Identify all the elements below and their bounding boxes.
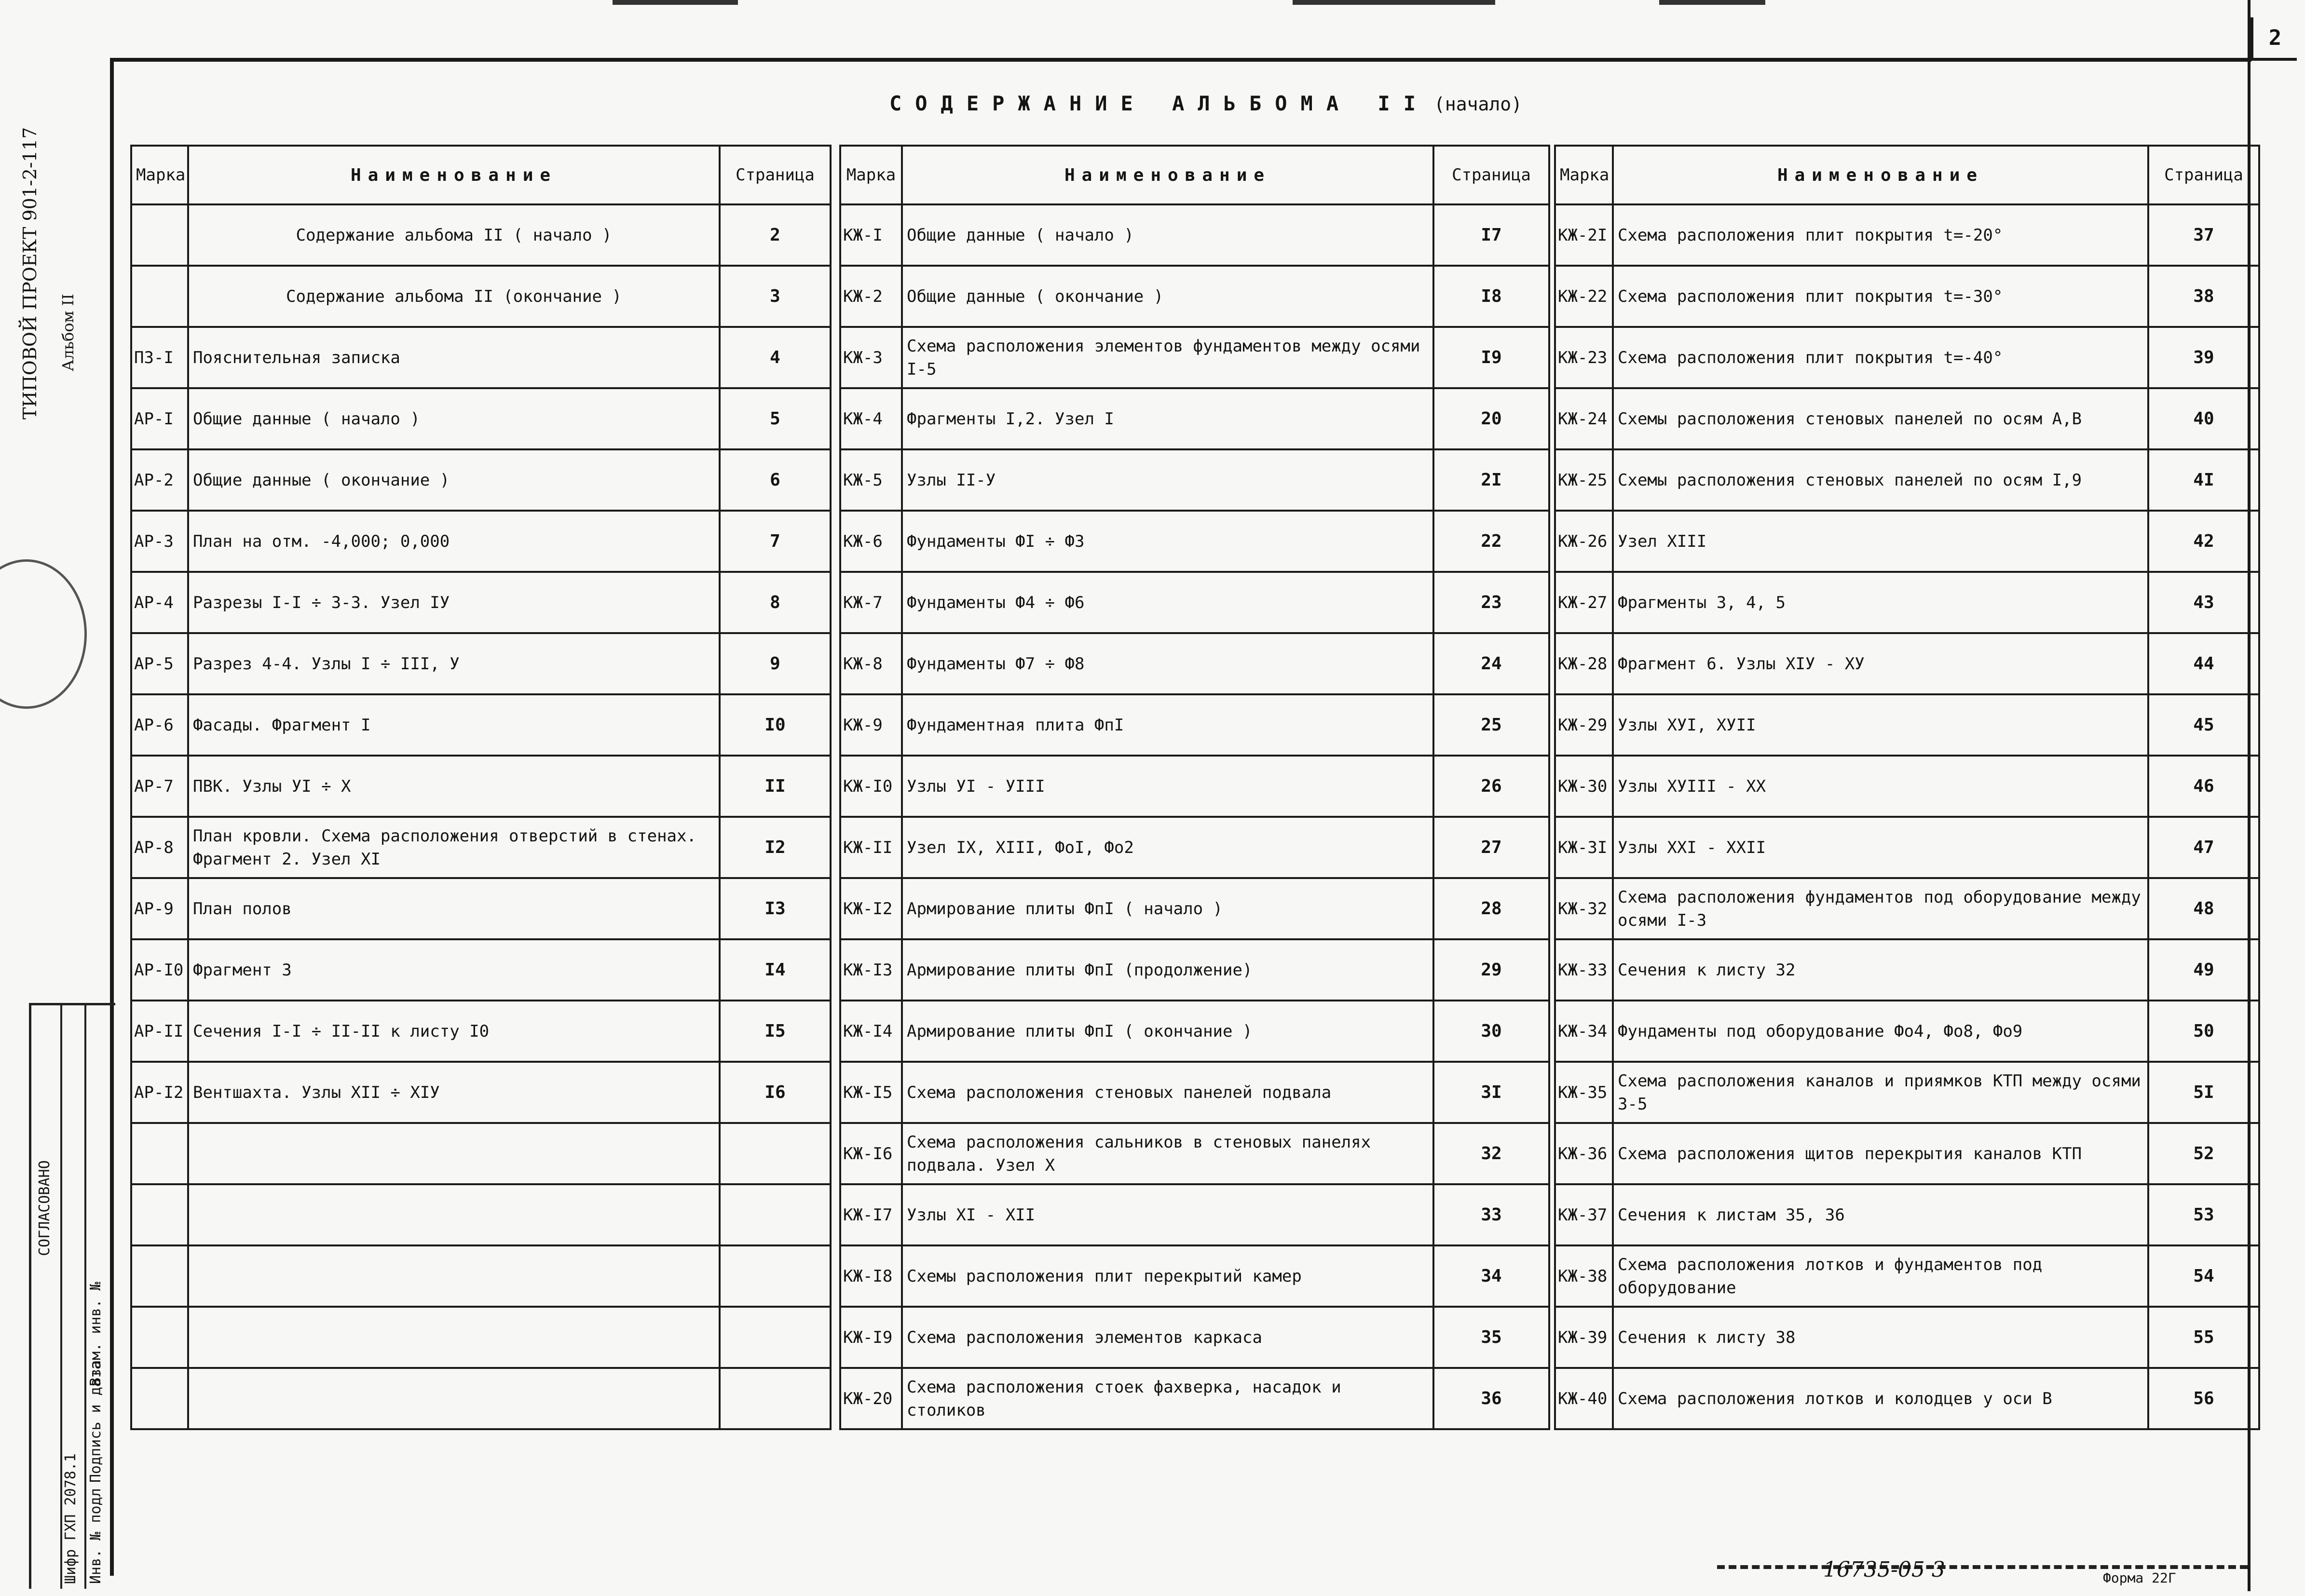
name-cell: Содержание альбома II ( начало ) xyxy=(188,204,720,266)
name-cell: ПВК. Узлы УI ÷ X xyxy=(188,756,720,817)
approval-column-line xyxy=(84,1005,86,1589)
page-cell: I6 xyxy=(720,1062,831,1123)
page-cell: 4I xyxy=(2148,449,2259,511)
table-row xyxy=(131,817,831,878)
page-cell: 8 xyxy=(720,572,831,633)
page-cell: 28 xyxy=(1433,878,1549,939)
mark-cell: КЖ-35 xyxy=(1555,1062,1613,1123)
mark-cell: КЖ-37 xyxy=(1555,1184,1613,1245)
page-cell: I9 xyxy=(1433,327,1549,388)
footer-number: 16735-05 3 xyxy=(1823,1557,1945,1582)
page-cell: 56 xyxy=(2148,1368,2259,1429)
page-cell: I4 xyxy=(720,939,831,1001)
table-row xyxy=(1555,1368,2259,1429)
title-main: СОДЕРЖАНИЕ АЛЬБОМА II xyxy=(889,92,1429,115)
table-row xyxy=(840,694,1549,756)
name-cell: Схема расположения плит покрытия t=-40° xyxy=(1613,327,2148,388)
page-cell: 3 xyxy=(720,266,831,327)
table-row xyxy=(131,1123,831,1184)
name-cell: Схема расположения стоек фахверка, насадок и столиков xyxy=(902,1368,1433,1429)
table-row xyxy=(1555,1001,2259,1062)
table-row xyxy=(1555,633,2259,694)
name-cell: Схема расположения элементов фундаментов между осями I-5 xyxy=(902,327,1433,388)
mark-cell xyxy=(131,1307,188,1368)
name-cell: Сечения к листам 35, 36 xyxy=(1613,1184,2148,1245)
mark-cell: КЖ-I7 xyxy=(840,1184,902,1245)
table-row xyxy=(840,1245,1549,1307)
page-cell: 44 xyxy=(2148,633,2259,694)
table-row xyxy=(131,878,831,939)
name-cell xyxy=(188,1368,720,1429)
name-cell: Узлы XУIII - XX xyxy=(1613,756,2148,817)
name-cell: Сечения к листу 32 xyxy=(1613,939,2148,1001)
page-cell: 25 xyxy=(1433,694,1549,756)
table-row xyxy=(1555,388,2259,449)
mark-cell xyxy=(131,204,188,266)
name-cell: Сечения I-I ÷ II-II к листу I0 xyxy=(188,1001,720,1062)
name-cell xyxy=(188,1123,720,1184)
table-row xyxy=(131,1001,831,1062)
table-row xyxy=(131,633,831,694)
name-cell: Фундаменты под оборудование Фо4, Фо8, Фо9 xyxy=(1613,1001,2148,1062)
mark-cell: АР-7 xyxy=(131,756,188,817)
name-cell: Пояснительная записка xyxy=(188,327,720,388)
mark-cell: КЖ-4 xyxy=(840,388,902,449)
mark-cell: АР-8 xyxy=(131,817,188,878)
table-row xyxy=(840,388,1549,449)
name-cell: Схемы расположения стеновых панелей по осям I,9 xyxy=(1613,449,2148,511)
mark-cell: КЖ-I3 xyxy=(840,939,902,1001)
mark-cell: АР-4 xyxy=(131,572,188,633)
table-row xyxy=(131,756,831,817)
table-row xyxy=(131,204,831,266)
mark-cell: АР-I0 xyxy=(131,939,188,1001)
page-cell: I0 xyxy=(720,694,831,756)
table-row xyxy=(1555,511,2259,572)
page-cell: 9 xyxy=(720,633,831,694)
name-cell: Фрагмент 3 xyxy=(188,939,720,1001)
mark-cell: АР-6 xyxy=(131,694,188,756)
table-row xyxy=(840,756,1549,817)
page-cell: 34 xyxy=(1433,1245,1549,1307)
mark-cell: КЖ-39 xyxy=(1555,1307,1613,1368)
table-row xyxy=(840,327,1549,388)
header-name: Наименование xyxy=(1613,146,2148,204)
page-cell: 20 xyxy=(1433,388,1549,449)
page-cell: 6 xyxy=(720,449,831,511)
table-row xyxy=(840,878,1549,939)
table-row xyxy=(840,817,1549,878)
table-row xyxy=(1555,1307,2259,1368)
table-row xyxy=(131,1062,831,1123)
agreed-label: СОГЛАСОВАНО xyxy=(36,1160,53,1256)
archive-code: Шифр ГХП 2078.1 xyxy=(62,1453,79,1584)
page-cell: 24 xyxy=(1433,633,1549,694)
table-row xyxy=(131,327,831,388)
page-cell: 38 xyxy=(2148,266,2259,327)
album-side-label: Альбом II xyxy=(59,294,77,371)
name-cell: Фрагменты I,2. Узел I xyxy=(902,388,1433,449)
mark-cell: КЖ-I0 xyxy=(840,756,902,817)
name-cell: Узлы УI - УIII xyxy=(902,756,1433,817)
top-edge-mark xyxy=(1293,0,1495,5)
page-cell: 4 xyxy=(720,327,831,388)
table-row xyxy=(1555,817,2259,878)
page-cell: 22 xyxy=(1433,511,1549,572)
mark-cell: КЖ-2I xyxy=(1555,204,1613,266)
mark-cell: АР-II xyxy=(131,1001,188,1062)
mark-cell: КЖ-6 xyxy=(840,511,902,572)
signature-label: Подпись и дата xyxy=(87,1361,104,1483)
name-cell: Сечения к листу 38 xyxy=(1613,1307,2148,1368)
mark-cell: КЖ-II xyxy=(840,817,902,878)
table-row xyxy=(131,266,831,327)
table-row xyxy=(840,1368,1549,1429)
table-row xyxy=(840,204,1549,266)
name-cell: Схемы расположения плит перекрытий камер xyxy=(902,1245,1433,1307)
table-row xyxy=(131,694,831,756)
table-row xyxy=(131,1245,831,1307)
table-row xyxy=(840,511,1549,572)
header-name: Наименование xyxy=(188,146,720,204)
sheet-number: 2 xyxy=(2250,17,2297,61)
page-cell: 5I xyxy=(2148,1062,2259,1123)
page-cell: 3I xyxy=(1433,1062,1549,1123)
table-row xyxy=(1555,1184,2259,1245)
page-cell: 52 xyxy=(2148,1123,2259,1184)
mark-cell: КЖ-24 xyxy=(1555,388,1613,449)
mark-cell: КЖ-I xyxy=(840,204,902,266)
name-cell: Схема расположения стеновых панелей подвала xyxy=(902,1062,1433,1123)
table-row xyxy=(1555,449,2259,511)
name-cell: Схема расположения каналов и приямков КТП между осями 3-5 xyxy=(1613,1062,2148,1123)
name-cell: Схема расположения плит покрытия t=-20° xyxy=(1613,204,2148,266)
mark-cell: КЖ-I9 xyxy=(840,1307,902,1368)
name-cell: Содержание альбома II (окончание ) xyxy=(188,266,720,327)
header-page: Страница xyxy=(1433,146,1549,204)
page-cell xyxy=(720,1184,831,1245)
name-cell: Схема расположения фундаментов под оборудование между осями I-3 xyxy=(1613,878,2148,939)
mark-cell: АР-9 xyxy=(131,878,188,939)
mark-cell: АР-3 xyxy=(131,511,188,572)
name-cell: Фрагмент 6. Узлы XIУ - XУ xyxy=(1613,633,2148,694)
name-cell: Разрез 4-4. Узлы I ÷ III, У xyxy=(188,633,720,694)
table-row xyxy=(840,1184,1549,1245)
page-cell: I5 xyxy=(720,1001,831,1062)
name-cell: План кровли. Схема расположения отверстий в стенах. Фрагмент 2. Узел XI xyxy=(188,817,720,878)
page-cell: 55 xyxy=(2148,1307,2259,1368)
name-cell: Общие данные ( окончание ) xyxy=(188,449,720,511)
table-row xyxy=(131,1307,831,1368)
table-row xyxy=(840,1062,1549,1123)
name-cell xyxy=(188,1245,720,1307)
name-cell: Фундаменты Ф7 ÷ Ф8 xyxy=(902,633,1433,694)
page-cell: 49 xyxy=(2148,939,2259,1001)
name-cell: Узел XIII xyxy=(1613,511,2148,572)
name-cell: Узлы II-У xyxy=(902,449,1433,511)
table-row xyxy=(840,1001,1549,1062)
header-mark: Марка xyxy=(840,146,902,204)
table-row xyxy=(131,449,831,511)
mark-cell: КЖ-22 xyxy=(1555,266,1613,327)
name-cell: Вентшахта. Узлы XII ÷ XIУ xyxy=(188,1062,720,1123)
page-cell: 43 xyxy=(2148,572,2259,633)
name-cell: Схема расположения лотков и колодцев у оси В xyxy=(1613,1368,2148,1429)
page-cell: I3 xyxy=(720,878,831,939)
name-cell: Общие данные ( начало ) xyxy=(188,388,720,449)
name-cell: План полов xyxy=(188,878,720,939)
name-cell: Схема расположения элементов каркаса xyxy=(902,1307,1433,1368)
page-cell: 36 xyxy=(1433,1368,1549,1429)
table-row xyxy=(131,939,831,1001)
table-row xyxy=(840,1307,1549,1368)
table-row xyxy=(1555,1245,2259,1307)
table-row xyxy=(1555,939,2259,1001)
mark-cell: КЖ-28 xyxy=(1555,633,1613,694)
name-cell: Схема расположения плит покрытия t=-30° xyxy=(1613,266,2148,327)
header-mark: Марка xyxy=(131,146,188,204)
mark-cell xyxy=(131,266,188,327)
mark-cell: КЖ-I6 xyxy=(840,1123,902,1184)
mark-cell: КЖ-26 xyxy=(1555,511,1613,572)
mark-cell: ПЗ-I xyxy=(131,327,188,388)
page-cell: 39 xyxy=(2148,327,2259,388)
project-side-title: ТИПОВОЙ ПРОЕКТ 901-2-117 xyxy=(19,127,41,419)
table-row xyxy=(1555,266,2259,327)
mark-cell: КЖ-I2 xyxy=(840,878,902,939)
page-cell: 5 xyxy=(720,388,831,449)
name-cell: Узлы XXI - XXII xyxy=(1613,817,2148,878)
mark-cell: КЖ-3I xyxy=(1555,817,1613,878)
page-cell: 48 xyxy=(2148,878,2259,939)
name-cell: Общие данные ( окончание ) xyxy=(902,266,1433,327)
name-cell: Схема расположения лотков и фундаментов под оборудование xyxy=(1613,1245,2148,1307)
table-row xyxy=(1555,1123,2259,1184)
name-cell: Узел IX, XIII, ФоI, Фо2 xyxy=(902,817,1433,878)
page-cell xyxy=(720,1245,831,1307)
page-cell: 53 xyxy=(2148,1184,2259,1245)
mark-cell: КЖ-34 xyxy=(1555,1001,1613,1062)
page-cell: 7 xyxy=(720,511,831,572)
mark-cell: АР-5 xyxy=(131,633,188,694)
mark-cell: КЖ-3 xyxy=(840,327,902,388)
page-cell: 27 xyxy=(1433,817,1549,878)
approval-block xyxy=(29,1003,115,1589)
approval-stamp xyxy=(0,559,87,709)
table-row xyxy=(131,511,831,572)
page-cell: 33 xyxy=(1433,1184,1549,1245)
title-suffix: (начало) xyxy=(1433,94,1523,115)
page-cell: I7 xyxy=(1433,204,1549,266)
table-row xyxy=(840,1123,1549,1184)
header-page: Страница xyxy=(2148,146,2259,204)
mark-cell xyxy=(131,1368,188,1429)
name-cell: Узлы XI - XII xyxy=(902,1184,1433,1245)
table-row xyxy=(1555,756,2259,817)
name-cell: Фундаменты ФI ÷ Ф3 xyxy=(902,511,1433,572)
page-cell: 32 xyxy=(1433,1123,1549,1184)
name-cell xyxy=(188,1184,720,1245)
page-cell: 47 xyxy=(2148,817,2259,878)
page-cell: 45 xyxy=(2148,694,2259,756)
table-row xyxy=(1555,1062,2259,1123)
page-cell: 46 xyxy=(2148,756,2259,817)
mark-cell: АР-2 xyxy=(131,449,188,511)
name-cell: Армирование плиты ФпI (продолжение) xyxy=(902,939,1433,1001)
mark-cell: КЖ-40 xyxy=(1555,1368,1613,1429)
mark-cell: КЖ-20 xyxy=(840,1368,902,1429)
mark-cell: КЖ-38 xyxy=(1555,1245,1613,1307)
mark-cell: КЖ-7 xyxy=(840,572,902,633)
mark-cell: КЖ-25 xyxy=(1555,449,1613,511)
page-cell: 40 xyxy=(2148,388,2259,449)
name-cell: Общие данные ( начало ) xyxy=(902,204,1433,266)
page-cell: I2 xyxy=(720,817,831,878)
table-row xyxy=(840,572,1549,633)
contents-table-2 xyxy=(839,145,1550,1430)
mark-cell: КЖ-I5 xyxy=(840,1062,902,1123)
table-row xyxy=(131,388,831,449)
table-row xyxy=(1555,694,2259,756)
page-cell: I8 xyxy=(1433,266,1549,327)
table-row xyxy=(1555,572,2259,633)
page-cell: 30 xyxy=(1433,1001,1549,1062)
name-cell: Фундаментная плита ФпI xyxy=(902,694,1433,756)
top-edge-mark xyxy=(1659,0,1765,5)
header-mark: Марка xyxy=(1555,146,1613,204)
table-row xyxy=(840,449,1549,511)
page-cell: 23 xyxy=(1433,572,1549,633)
table-row xyxy=(1555,327,2259,388)
table-row xyxy=(840,266,1549,327)
table-row xyxy=(1555,878,2259,939)
mark-cell: АР-I xyxy=(131,388,188,449)
table-row xyxy=(131,572,831,633)
page-cell: 50 xyxy=(2148,1001,2259,1062)
table-row xyxy=(840,939,1549,1001)
contents-table-3 xyxy=(1554,145,2260,1430)
page-cell: II xyxy=(720,756,831,817)
name-cell: Армирование плиты ФпI ( окончание ) xyxy=(902,1001,1433,1062)
mark-cell: КЖ-I8 xyxy=(840,1245,902,1307)
table-row xyxy=(1555,204,2259,266)
exchange-label: Взам. инв. № xyxy=(87,1282,104,1386)
form-label: Форма 22Г xyxy=(2103,1570,2176,1586)
page-cell: 42 xyxy=(2148,511,2259,572)
page-cell xyxy=(720,1123,831,1184)
mark-cell: КЖ-9 xyxy=(840,694,902,756)
name-cell: Армирование плиты ФпI ( начало ) xyxy=(902,878,1433,939)
name-cell: Разрезы I-I ÷ 3-3. Узел IУ xyxy=(188,572,720,633)
page-cell: 26 xyxy=(1433,756,1549,817)
table-row xyxy=(840,633,1549,694)
mark-cell: КЖ-33 xyxy=(1555,939,1613,1001)
mark-cell: КЖ-2 xyxy=(840,266,902,327)
page-cell: 35 xyxy=(1433,1307,1549,1368)
page-cell: 2 xyxy=(720,204,831,266)
mark-cell xyxy=(131,1245,188,1307)
mark-cell: КЖ-I4 xyxy=(840,1001,902,1062)
header-page: Страница xyxy=(720,146,831,204)
name-cell: Схема расположения сальников в стеновых панелях подвала. Узел X xyxy=(902,1123,1433,1184)
table-row xyxy=(131,1184,831,1245)
mark-cell: КЖ-29 xyxy=(1555,694,1613,756)
page-cell: 37 xyxy=(2148,204,2259,266)
name-cell xyxy=(188,1307,720,1368)
mark-cell: КЖ-30 xyxy=(1555,756,1613,817)
name-cell: Схемы расположения стеновых панелей по осям А,В xyxy=(1613,388,2148,449)
header-name: Наименование xyxy=(902,146,1433,204)
contents-table-1 xyxy=(130,145,832,1430)
name-cell: Схема расположения щитов перекрытия каналов КТП xyxy=(1613,1123,2148,1184)
mark-cell: АР-I2 xyxy=(131,1062,188,1123)
mark-cell: КЖ-32 xyxy=(1555,878,1613,939)
name-cell: Фасады. Фрагмент I xyxy=(188,694,720,756)
page-cell: 29 xyxy=(1433,939,1549,1001)
name-cell: Фундаменты Ф4 ÷ Ф6 xyxy=(902,572,1433,633)
mark-cell xyxy=(131,1184,188,1245)
page-cell xyxy=(720,1307,831,1368)
mark-cell xyxy=(131,1123,188,1184)
name-cell: План на отм. -4,000; 0,000 xyxy=(188,511,720,572)
page-cell: 54 xyxy=(2148,1245,2259,1307)
page-title xyxy=(579,92,1833,115)
name-cell: Фрагменты 3, 4, 5 xyxy=(1613,572,2148,633)
inventory-label: Инв. № подл xyxy=(87,1488,104,1584)
table-row xyxy=(131,1368,831,1429)
mark-cell: КЖ-23 xyxy=(1555,327,1613,388)
name-cell: Узлы XУI, XУII xyxy=(1613,694,2148,756)
top-edge-mark xyxy=(613,0,738,5)
bottom-edge-line xyxy=(1717,1565,2248,1569)
mark-cell: КЖ-27 xyxy=(1555,572,1613,633)
mark-cell: КЖ-5 xyxy=(840,449,902,511)
mark-cell: КЖ-8 xyxy=(840,633,902,694)
mark-cell: КЖ-36 xyxy=(1555,1123,1613,1184)
page-cell: 2I xyxy=(1433,449,1549,511)
page-cell xyxy=(720,1368,831,1429)
